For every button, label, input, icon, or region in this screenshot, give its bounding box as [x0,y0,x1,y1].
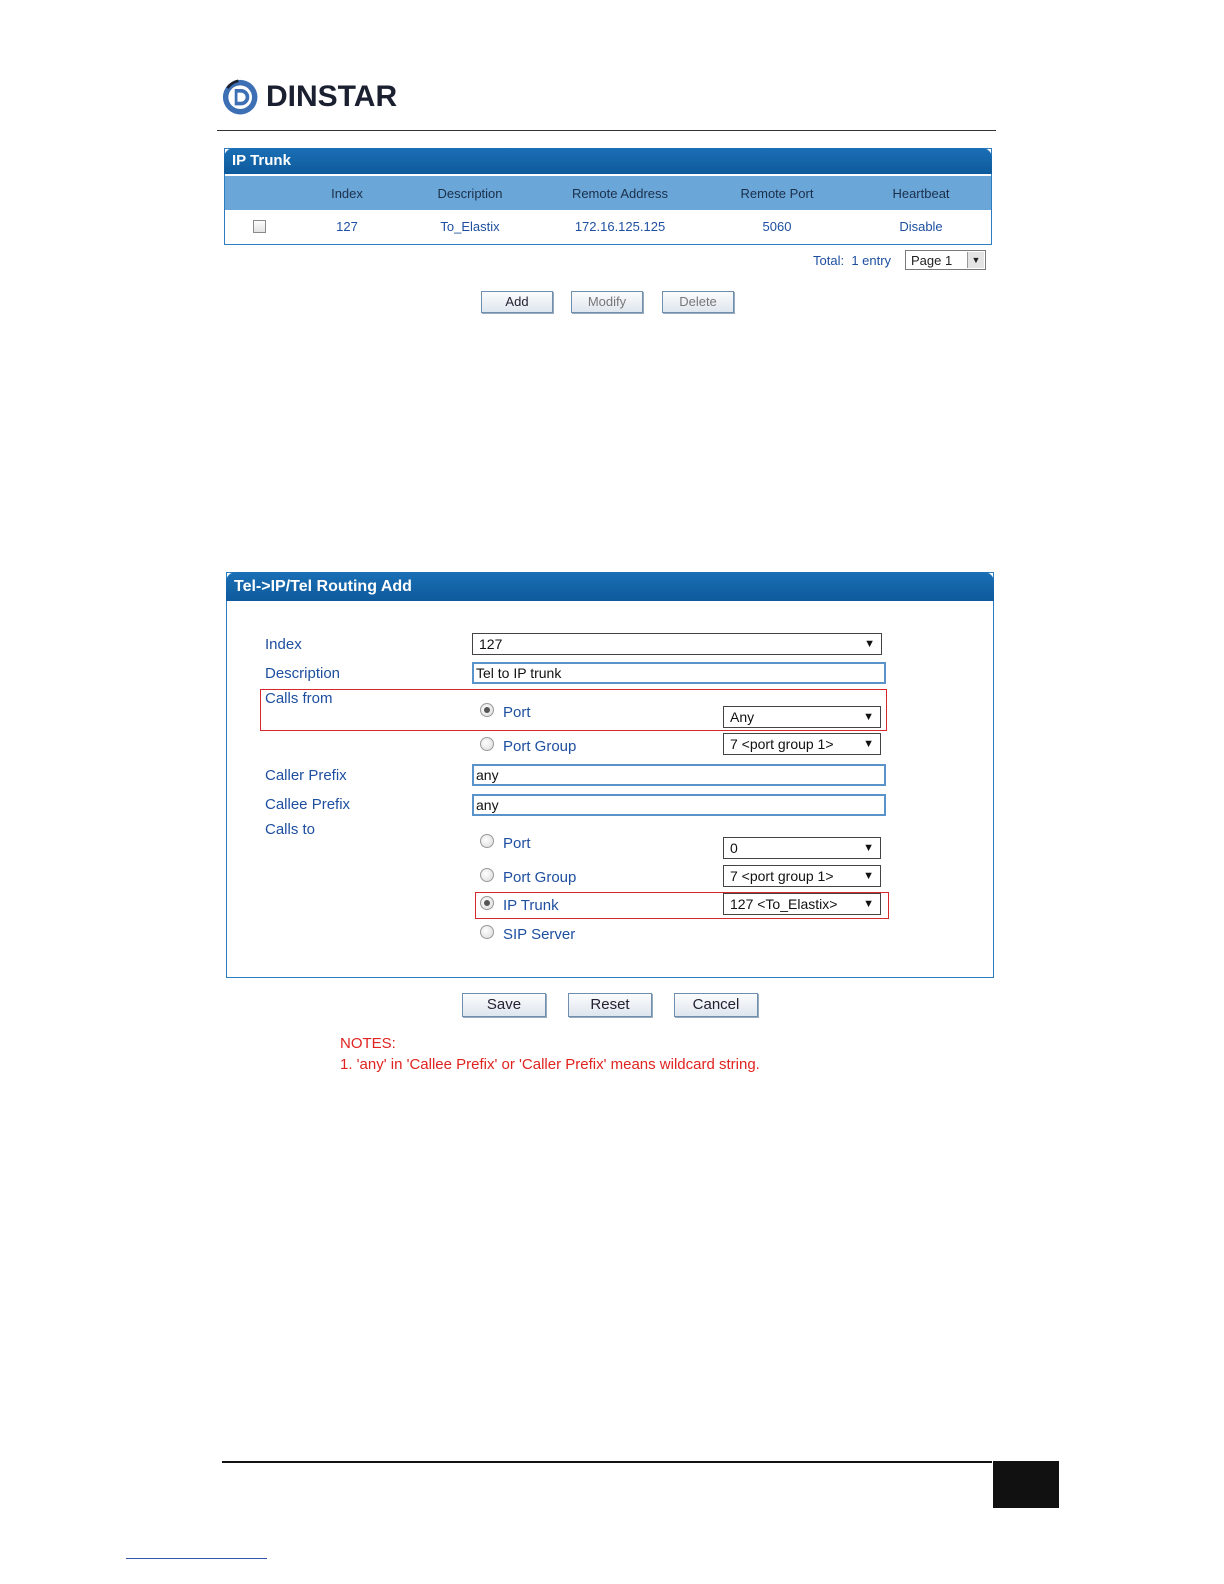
callee-prefix-label: Callee Prefix [265,796,351,813]
notes-line: 1. 'any' in 'Callee Prefix' or 'Caller Prefix' means wildcard string. [340,1056,760,1073]
header-divider [217,130,996,131]
calls-to-ip-trunk-value: 127 <To_Elastix> [730,896,838,912]
calls-to-port-group-label: Port Group [503,869,577,886]
callee-prefix-input[interactable]: any [472,794,886,816]
index-select-value: 127 [479,636,503,652]
routing-add-panel [226,572,994,978]
total-count [813,253,891,268]
total-label: Total: [813,253,845,268]
calls-from-port-label: Port [503,704,531,721]
calls-to-sip-server-label: SIP Server [503,926,576,943]
calls-to-port-radio[interactable] [480,834,494,848]
calls-to-ip-trunk-select[interactable] [723,893,881,915]
calls-from-label: Calls from [265,690,333,707]
row-index: 127 [336,219,358,234]
calls-from-port-select[interactable] [723,706,881,728]
ip-trunk-header-row [225,176,991,210]
chevron-down-icon: ▼ [863,898,874,910]
add-button[interactable]: Add [481,291,553,313]
calls-from-port-radio[interactable] [480,703,494,717]
calls-to-port-group-value: 7 <port group 1> [730,868,834,884]
cancel-button[interactable]: Cancel [674,993,758,1017]
row-remote-address: 172.16.125.125 [574,219,666,234]
index-select[interactable] [472,633,882,655]
calls-to-port-value: 0 [730,840,738,856]
row-description: To_Elastix [440,219,500,234]
footer-divider [222,1461,992,1463]
calls-to-label: Calls to [265,821,316,838]
chevron-down-icon: ▼ [864,638,875,650]
calls-from-port-group-select[interactable] [723,733,881,755]
total-value: 1 entry [851,253,892,268]
ip-trunk-title: IP Trunk [224,148,992,174]
footer-link-underline [126,1558,267,1559]
caller-prefix-input[interactable]: any [472,764,886,786]
calls-to-port-group-radio[interactable] [480,868,494,882]
save-button[interactable]: Save [462,993,546,1017]
row-remote-port: 5060 [762,219,792,234]
col-remote-port: Remote Port [740,186,814,201]
description-label: Description [265,665,341,682]
caller-prefix-label: Caller Prefix [265,767,347,784]
col-remote-address: Remote Address [571,186,669,201]
col-index: Index [331,186,363,201]
calls-to-port-select[interactable] [723,837,881,859]
reset-button[interactable]: Reset [568,993,652,1017]
col-heartbeat: Heartbeat [892,186,950,201]
chevron-down-icon: ▼ [863,870,874,882]
calls-to-ip-trunk-label: IP Trunk [503,897,559,914]
row-heartbeat: Disable [899,219,943,234]
page-select-value: Page 1 [911,253,953,268]
page-number-box [993,1461,1059,1508]
modify-button[interactable]: Modify [571,291,643,313]
notes-title: NOTES: [340,1035,396,1052]
delete-button[interactable]: Delete [662,291,734,313]
row-select-checkbox[interactable] [253,220,266,233]
chevron-down-icon: ▼ [967,252,984,268]
dinstar-logo-icon [222,79,262,119]
calls-to-ip-trunk-radio[interactable] [480,896,494,910]
calls-to-port-label: Port [503,835,531,852]
chevron-down-icon: ▼ [863,842,874,854]
calls-from-port-group-label: Port Group [503,738,577,755]
page-select[interactable] [905,250,986,270]
calls-from-port-value: Any [730,709,755,725]
calls-to-sip-server-radio[interactable] [480,925,494,939]
calls-from-port-group-radio[interactable] [480,737,494,751]
calls-to-port-group-select[interactable] [723,865,881,887]
brand-name: DINSTAR [266,80,398,113]
col-description: Description [437,186,503,201]
calls-from-port-group-value: 7 <port group 1> [730,736,834,752]
chevron-down-icon: ▼ [863,738,874,750]
chevron-down-icon: ▼ [863,711,874,723]
routing-title: Tel->IP/Tel Routing Add [226,572,994,601]
index-label: Index [265,636,302,653]
ip-trunk-panel [224,148,992,245]
description-input[interactable]: Tel to IP trunk [472,662,886,684]
